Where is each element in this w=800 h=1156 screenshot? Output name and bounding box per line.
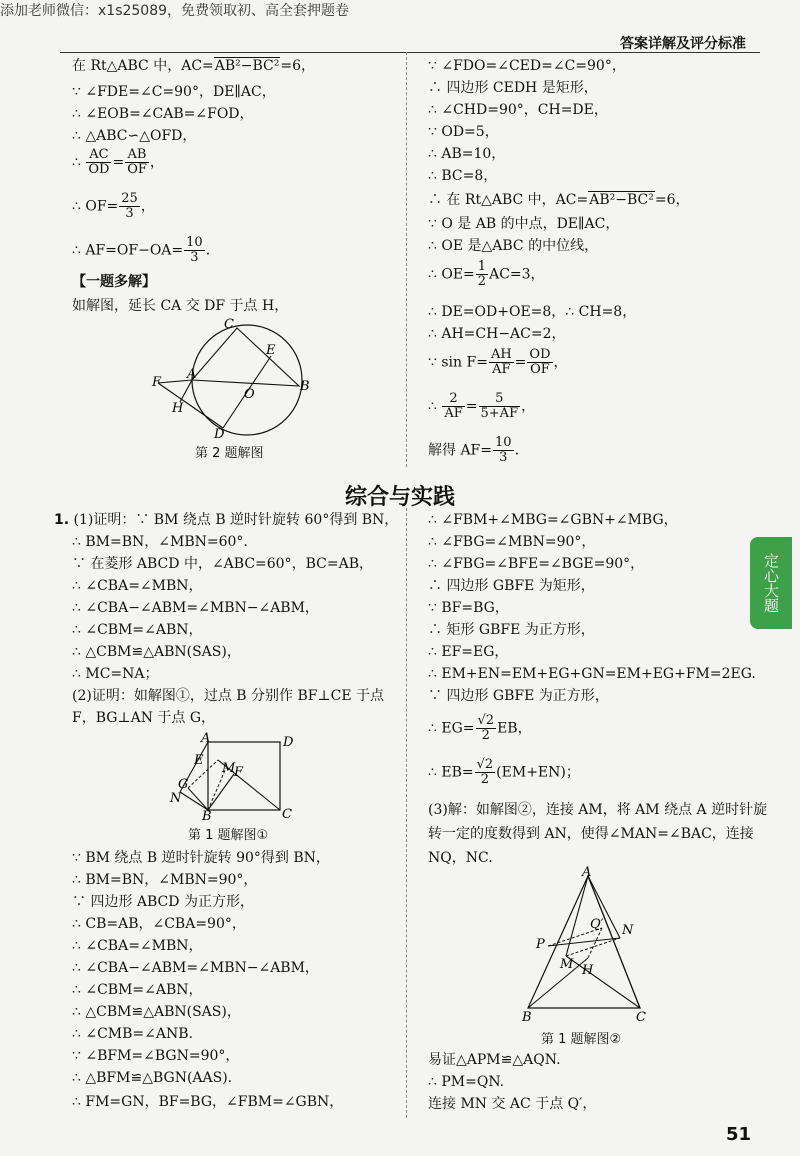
- tr-line-3: ∴ ∠CHD=90°，CH=DE，: [428, 102, 608, 118]
- running-header: 答案详解及评分标准: [620, 36, 746, 52]
- column-divider-bottom: [406, 508, 407, 1118]
- fig-caption-circle: 第 2 题解图: [195, 446, 264, 461]
- br-line-10: ∴ EG= $\frac{√2}{2}$ EB，: [428, 713, 532, 743]
- fig-caption-square: 第 1 题解图①: [188, 828, 269, 843]
- svg-text:C: C: [636, 1010, 646, 1024]
- svg-text:E: E: [266, 343, 276, 358]
- br-line-13: 转一定的度数得到 AN，使得∠MAN=∠BAC，连接: [428, 826, 754, 842]
- tl-line-1: 在 Rt△ABC 中，AC=AB²−BC²=6，: [72, 58, 316, 74]
- tl-line-3: ∴ ∠EOB=∠CAB=∠FOD，: [72, 106, 254, 122]
- tr-line-2: ∴ 四边形 CEDH 是矩形，: [428, 80, 598, 96]
- bl-line-13: ∵ 四边形 ABCD 为正方形，: [72, 894, 254, 910]
- bl-line-6: ∴ ∠CBM=∠ABN，: [72, 622, 203, 638]
- svg-text:E: E: [194, 753, 204, 768]
- svg-text:F: F: [234, 765, 244, 780]
- br-line-11: ∴ EB= $\frac{√2}{2}$ (EM+EN)；: [428, 757, 580, 787]
- bl-line-8: ∴ MC=NA；: [72, 666, 159, 682]
- tl-line-5: ∴ $\frac{AC}{OD}$ = $\frac{AB}{OF}$ ，: [72, 147, 164, 177]
- bl-line-1: 1. (1)证明：∵ BM 绕点 B 逆时针旋转 60°得到 BN，: [54, 512, 399, 528]
- bl-line-11: ∵ BM 绕点 B 逆时针旋转 90°得到 BN，: [72, 850, 330, 866]
- svg-text:M: M: [560, 957, 574, 972]
- bl-line-2: ∴ BM=BN，∠MBN=60°.: [72, 534, 248, 550]
- tr-line-14: ∴ $\frac{2}{AF}$ = $\frac{5}{5+AF}$ ，: [428, 391, 536, 421]
- tl-line-7: ∴ AF=OF−OA= $\frac{10}{3}$ .: [72, 235, 211, 265]
- section-title: 综合与实践: [344, 485, 455, 510]
- svg-text:H: H: [172, 401, 184, 416]
- tr-line-8: ∵ O 是 AB 的中点，DE∥AC，: [428, 216, 620, 232]
- bl-line-19: ∴ ∠CMB=∠ANB.: [72, 1026, 193, 1042]
- page-number: 51: [726, 1124, 752, 1145]
- br-line-17: 连接 MN 交 AC 于点 Q′，: [428, 1096, 597, 1112]
- br-line-1: ∴ ∠FBM+∠MBG=∠GBN+∠MBG，: [428, 512, 678, 528]
- tr-line-15: 解得 AF= $\frac{10}{3}$ .: [428, 435, 520, 465]
- br-line-15: 易证△APM≌△AQN.: [428, 1052, 561, 1068]
- bl-line-17: ∴ ∠CBM=∠ABN，: [72, 982, 203, 998]
- bl-line-18: ∴ △CBM≌△ABN(SAS)，: [72, 1004, 241, 1020]
- svg-text:A: A: [582, 866, 592, 880]
- bl-line-9: (2)证明：如解图①，过点 B 分别作 BF⊥CE 于点: [72, 688, 385, 704]
- bl-line-7: ∴ △CBM≌△ABN(SAS)，: [72, 644, 241, 660]
- tr-line-5: ∴ AB=10，: [428, 146, 506, 162]
- svg-text:D: D: [214, 427, 225, 441]
- watermark: 添加老师微信：x1s25089，免费领取初、高全套押题卷: [0, 3, 350, 19]
- svg-text:G: G: [178, 777, 189, 792]
- tr-line-11: ∴ DE=OD+OE=8，∴ CH=8，: [428, 304, 637, 320]
- bl-line-5: ∴ ∠CBA−∠ABM=∠MBN−∠ABM，: [72, 600, 319, 616]
- bl-line-21: ∴ △BFM≌△BGN(AAS).: [72, 1070, 233, 1086]
- svg-text:B: B: [300, 379, 310, 394]
- svg-text:A: A: [201, 731, 211, 746]
- bl-line-16: ∴ ∠CBA−∠ABM=∠MBN−∠ABM，: [72, 960, 319, 976]
- bl-line-20: ∵ ∠BFM=∠BGN=90°，: [72, 1048, 240, 1064]
- svg-text:Q′: Q′: [590, 917, 604, 932]
- br-line-16: ∴ PM=QN.: [428, 1074, 505, 1090]
- svg-text:F: F: [152, 375, 162, 390]
- tl-line-6: ∴ OF= $\frac{25}{3}$ ，: [72, 191, 155, 221]
- svg-text:C: C: [282, 807, 292, 820]
- triangle-figure: [518, 866, 653, 1024]
- br-line-6: ∴ 矩形 GBFE 为正方形，: [428, 622, 595, 638]
- side-tab: 定心大题: [750, 537, 792, 629]
- tr-line-1: ∵ ∠FDO=∠CED=∠C=90°，: [428, 58, 626, 74]
- circle-figure: [150, 316, 320, 441]
- column-divider-top: [406, 52, 407, 467]
- tl-line-2: ∵ ∠FDE=∠C=90°，DE∥AC，: [72, 84, 276, 100]
- bl-line-12: ∴ BM=BN，∠MBN=90°，: [72, 872, 258, 888]
- tl-line-4: ∴ △ABC∽△OFD，: [72, 128, 197, 144]
- br-line-3: ∴ ∠FBG=∠BFE=∠BGE=90°，: [428, 556, 645, 572]
- svg-text:P: P: [536, 937, 545, 952]
- bl-line-4: ∴ ∠CBA=∠MBN，: [72, 578, 203, 594]
- br-line-12: (3)解：如解图②，连接 AM，将 AM 绕点 A 逆时针旋: [428, 802, 768, 818]
- br-line-14: NQ，NC.: [428, 850, 493, 866]
- svg-text:B: B: [202, 809, 212, 820]
- svg-text:A: A: [187, 367, 197, 382]
- svg-text:M: M: [222, 761, 236, 776]
- tr-line-4: ∵ OD=5，: [428, 124, 499, 140]
- br-line-8: ∴ EM+EN=EM+EG+GN=EM+EG+FM=2EG.: [428, 666, 756, 682]
- svg-text:D: D: [283, 735, 294, 750]
- svg-text:N: N: [622, 923, 634, 938]
- svg-text:B: B: [522, 1010, 532, 1024]
- br-line-5: ∵ BF=BG，: [428, 600, 509, 616]
- tl-line-8: 【一题多解】: [72, 274, 156, 290]
- br-line-9: ∵ 四边形 GBFE 为正方形，: [428, 688, 609, 704]
- tr-line-13: ∵ sin F= $\frac{AH}{AF}$ = $\frac{OD}{OF}$ ，: [428, 347, 568, 377]
- fig-caption-triangle: 第 1 题解图②: [541, 1032, 622, 1047]
- svg-text:O: O: [244, 387, 255, 402]
- tr-line-6: ∴ BC=8，: [428, 168, 498, 184]
- tr-line-10: ∴ OE= $\frac{1}{2}$ AC=3，: [428, 259, 545, 289]
- svg-text:N: N: [170, 791, 182, 806]
- br-line-2: ∴ ∠FBG=∠MBN=90°，: [428, 534, 596, 550]
- br-line-7: ∴ EF=EG，: [428, 644, 509, 660]
- header-rule: [60, 52, 760, 53]
- svg-text:C: C: [224, 317, 234, 332]
- tr-line-7: ∴ 在 Rt△ABC 中，AC=AB²−BC²=6，: [428, 192, 690, 208]
- bl-line-10: F，BG⊥AN 于点 G，: [72, 710, 216, 726]
- bl-line-15: ∴ ∠CBA=∠MBN，: [72, 938, 203, 954]
- svg-text:H: H: [582, 963, 594, 978]
- tr-line-9: ∴ OE 是△ABC 的中位线，: [428, 238, 599, 254]
- square-figure: [168, 730, 298, 820]
- bl-line-3: ∵ 在菱形 ABCD 中，∠ABC=60°，BC=AB，: [72, 556, 373, 572]
- bl-line-22: ∴ FM=GN，BF=BG，∠FBM=∠GBN，: [72, 1094, 344, 1110]
- br-line-4: ∴ 四边形 GBFE 为矩形，: [428, 578, 595, 594]
- tl-line-9: 如解图，延长 CA 交 DF 于点 H，: [72, 298, 289, 314]
- tr-line-12: ∴ AH=CH−AC=2，: [428, 326, 566, 342]
- bl-line-14: ∴ CB=AB，∠CBA=90°，: [72, 916, 246, 932]
